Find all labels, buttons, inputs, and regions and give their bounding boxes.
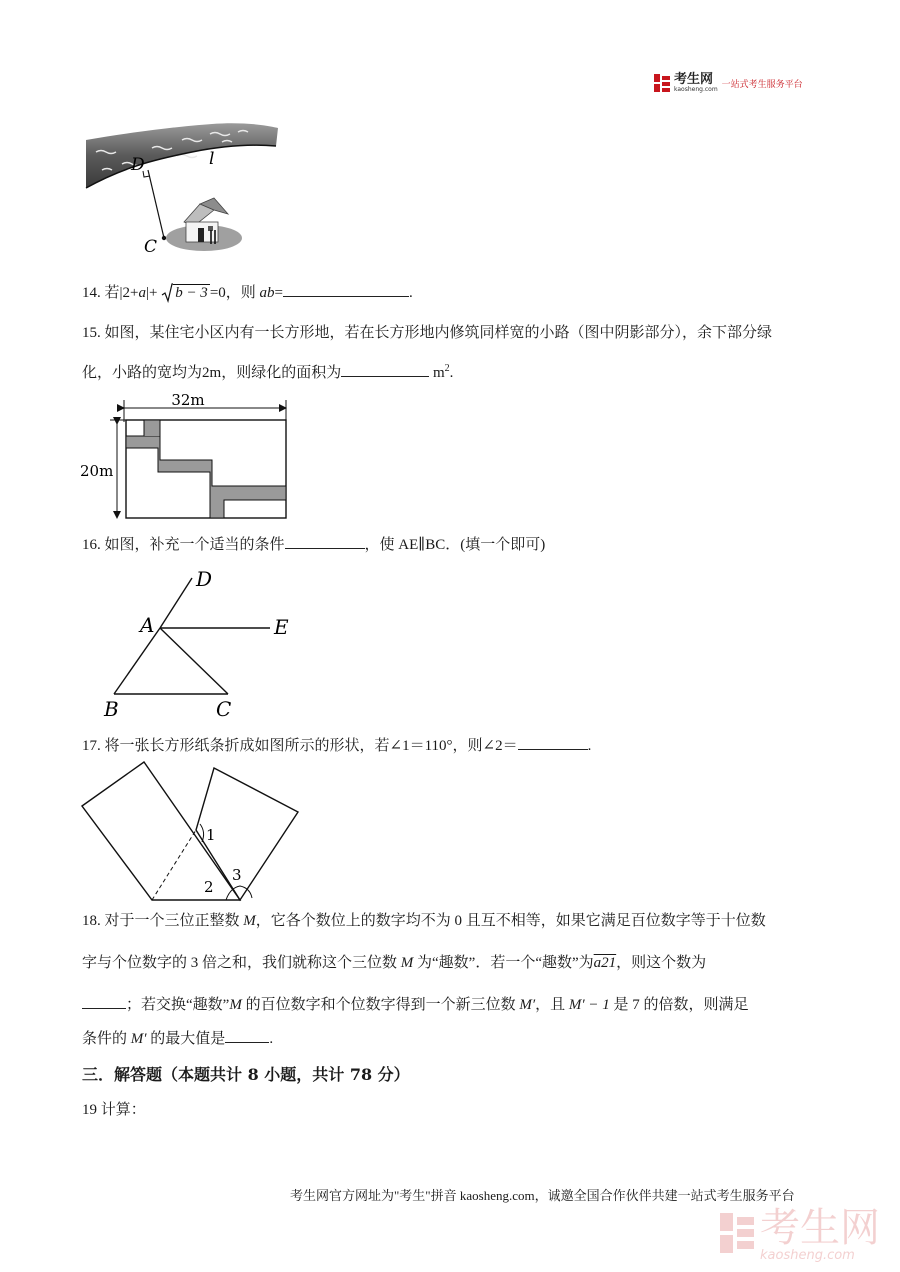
q17-end: . [587, 738, 592, 754]
watermark [720, 1205, 880, 1263]
label-angle-3: 3 [232, 866, 242, 884]
width-label: 32m [171, 392, 205, 409]
q15-unit-exponent: 2 [444, 363, 450, 374]
q14-number: 14. [82, 285, 101, 301]
logo-text [674, 71, 718, 93]
q15-text-pre: 化，小路的宽均为 [82, 365, 203, 381]
question-14 [82, 282, 413, 303]
sqrt-sign-icon [161, 283, 173, 303]
q18-var-M: M [229, 997, 242, 1013]
question-18-line1 [82, 911, 766, 931]
q18-l1-pre: 18. 对于一个三位正整数 [82, 913, 244, 929]
figure-triangle-abc [100, 564, 300, 724]
q14-post: = [274, 285, 283, 301]
point-C [162, 236, 166, 240]
q15-unit: m [432, 365, 445, 381]
label-D: D [131, 155, 145, 175]
q18-l2-mid: 为“趣数”．若一个“趣数”为 [413, 955, 594, 971]
river-shape [86, 123, 278, 188]
question-15-line1: 15. 如图，某住宅小区内有一长方形地，若在长方形地内修筑同样宽的小路（图中阴影部分），余下部分绿 [82, 325, 773, 341]
q14-radicand: b − 3 [175, 285, 208, 301]
q14-var-ab: ab [259, 285, 275, 301]
q18-var-Mprime: M′ [519, 997, 536, 1013]
figure-river-house [82, 118, 282, 258]
question-18-line4 [82, 1028, 273, 1049]
label-angle-1: 1 [206, 826, 216, 844]
question-17 [82, 735, 591, 756]
logo-slogan: 一站式考生服务平台 [721, 79, 803, 90]
logo-url: kaosheng.com [674, 85, 718, 93]
q18-l2-post: ，则这个数为 [616, 955, 707, 971]
q18-l2-pre: 字与个位数字的 3 倍之和，我们就称这个三位数 [82, 955, 401, 971]
watermark-url: kaosheng.com [760, 1248, 855, 1263]
label-D: D [196, 567, 213, 591]
q18-answer-blank-2[interactable] [225, 1028, 269, 1043]
q18-number-a21: a21 [593, 955, 617, 971]
question-18-line2 [82, 953, 706, 973]
figure-rectangle-paths [80, 392, 296, 522]
header-logo[interactable] [654, 72, 803, 94]
label-angle-2: 2 [204, 878, 214, 896]
q17-answer-blank[interactable] [518, 735, 588, 750]
footer-text: 考生网官方网址为"考生"拼音 kaosheng.com，诚邀全国合作伙伴共建一站式考生服务平台 [290, 1188, 795, 1203]
house-door [198, 228, 204, 242]
figure-folded-strip [80, 758, 308, 906]
logo-mark-icon [654, 74, 670, 92]
q18-l3-post1: ，且 [535, 997, 569, 1013]
q16-answer-blank[interactable] [285, 534, 365, 549]
watermark-text [760, 1205, 880, 1263]
perpendicular-segment [148, 170, 164, 238]
q14-mid: |+ [145, 285, 158, 301]
height-label: 20m [80, 462, 114, 480]
watermark-mark-icon [720, 1213, 754, 1258]
watermark-name: 考生网 [760, 1205, 880, 1251]
q14-end: . [409, 285, 413, 301]
q15-width-value: 2m [202, 365, 222, 381]
logo-name: 考生网 [674, 71, 714, 87]
segment-AB [114, 628, 160, 694]
q18-var-Mprime: M′ [130, 1031, 147, 1047]
q15-answer-blank[interactable] [341, 362, 429, 377]
q17-angle2: ∠2＝ [482, 738, 518, 754]
question-18-line3 [82, 994, 749, 1015]
q14-var-a: a [138, 285, 146, 301]
q17-angle1: ∠1＝110° [389, 738, 453, 754]
label-C: C [216, 697, 232, 721]
label-B: B [104, 697, 119, 721]
q18-l4-post: 的最大值是 [146, 1031, 226, 1047]
q18-var-M: M [243, 913, 256, 929]
q15-end: . [449, 365, 454, 381]
q17-text-pre: 17. 将一张长方形纸条折成如图所示的形状，若 [82, 738, 390, 754]
q14-sqrt [161, 283, 210, 303]
q16-text-pre: 16. 如图，补充一个适当的条件 [82, 537, 285, 553]
q18-l4-pre: 条件的 [82, 1031, 131, 1047]
ray-AD [160, 578, 192, 628]
label-l: l [209, 149, 215, 169]
q14-pre: 若|2+ [104, 285, 139, 301]
q14-eq: =0，则 [209, 285, 260, 301]
q18-l3-post2: 是 7 的倍数，则满足 [609, 997, 749, 1013]
question-16 [82, 534, 545, 555]
q18-answer-blank-1[interactable] [82, 994, 126, 1009]
q18-end: . [269, 1031, 274, 1047]
label-C: C [144, 237, 158, 257]
q17-text-mid: ，则 [452, 738, 483, 754]
q18-expr-Mprime-minus-1: M′ − 1 [568, 997, 610, 1013]
label-A: A [140, 613, 155, 637]
q18-l1-post: ，它各个数位上的数字均不为 0 且互不相等，如果它满足百位数字等于十位数 [255, 913, 766, 929]
section-3-heading: 三．解答题（本题共计 8 小题，共计 78 分） [82, 1065, 410, 1084]
q15-text-mid: ，则绿化的面积为 [221, 365, 342, 381]
q16-text-post: ，使 AE∥BC．(填一个即可) [364, 537, 546, 553]
question-19: 19 计算： [82, 1102, 146, 1118]
question-15-line2 [82, 359, 453, 383]
q18-l3-mid: 的百位数字和个位数字得到一个新三位数 [241, 997, 520, 1013]
q18-l3-pre: ；若交换“趣数” [126, 997, 230, 1013]
q18-var-M: M [400, 955, 414, 971]
q14-answer-blank[interactable] [283, 282, 409, 297]
label-E: E [274, 615, 289, 639]
segment-AC [160, 628, 228, 694]
